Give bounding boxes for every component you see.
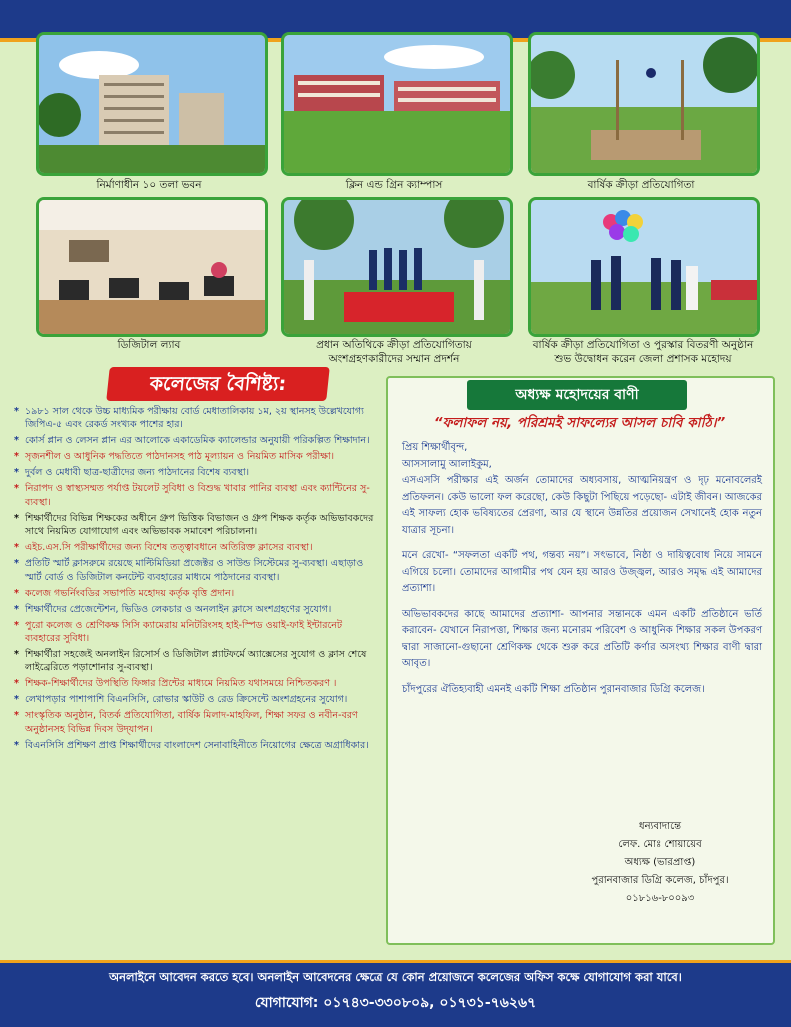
message-paragraph: অভিভাবকদের কাছে আমাদের প্রত্যাশা- আপনার সন্তানকে এমন একটি প্রতিষ্ঠানে ভর্তি করাবেন- যেখানে নিরাপত্তা, শিক্ষার জন্য মনোরম পরিবেশ ও আধুনিক শিক্ষার সকল উপকরণ দ্বারা সাজানো-গুছানো শ্রেণিকক্ষ থেকে শুরু করে প্রতিটি কর্ণার অসংখ্য শিক্ষার বাণী দ্বারা আবৃত। [402, 608, 762, 669]
message-greeting: আসসালামু আলাইকুম, [402, 458, 492, 470]
signature-block [560, 818, 760, 908]
message-paragraph: চাঁদপুরের ঐতিহ্যবাহী এমনই একটি শিক্ষা প্রতিষ্ঠান পুরানবাজার ডিগ্রি কলেজ। [402, 683, 705, 695]
footer-banner [0, 960, 791, 1027]
sign-designation: অধ্যক্ষ (ভারপ্রাপ্ত) [624, 857, 696, 868]
sign-college: পুরানবাজার ডিগ্রি কলেজ, চাঁদপুর। [591, 875, 729, 886]
feature-item: * শিক্ষার্থীরা সহজেই অনলাইন রিসোর্স ও ডিজিটাল প্ল্যাটফর্মে অ্যাক্সেসের সুযোগ ও ক্লাস শেষে লাইব্রেরিতে পড়াশোনার সু-ব্যবস্থা। [14, 648, 380, 675]
photo-building [36, 32, 268, 176]
message-paragraph: মনে রেখো- “সফলতা একটি পথ, গন্তব্য নয়”। সৎভাবে, নিষ্ঠা ও দায়িত্ববোধ নিয়ে সামনে এগিয়ে চলো। তোমাদের আগামীর পথ যেন হয় আরও উজ্জ্বল, আরও সমৃদ্ধ এই আমাদের প্রত্যাশা। [402, 550, 762, 594]
feature-item: * প্রতিটি স্মার্ট ক্লাসরুমে রয়েছে মাল্টিমিডিয়া প্রজেক্টর ও সাউন্ড সিস্টেমের সু-ব্যবস্থা। এছাড়াও স্মার্ট বোর্ড ও ডিজিটাল কনটেন্ট ব্যবহারের মাধ্যমে পাঠদানের ব্যবস্থা। [14, 557, 380, 584]
feature-item: * দুর্বল ও মেধাবী ছাত্র-ছাত্রীদের জন্য পাঠদানের বিশেষ ব্যবস্থা। [14, 466, 380, 479]
sign-thanks: ধন্যবাদান্তে [638, 821, 681, 832]
message-body [402, 440, 762, 707]
caption-prize-line1: বার্ষিক ক্রীড়া প্রতিযোগিতা ও পুরস্কার বিতরণী অনুষ্ঠান [532, 339, 754, 351]
caption-sports: বার্ষিক ক্রীড়া প্রতিযোগিতা [587, 179, 695, 191]
feature-item: * শিক্ষার্থীদের প্রেজেন্টেশন, ভিডিও লেকচার ও অনলাইন ক্লাসে অংশগ্রহণের সুযোগ। [14, 603, 380, 616]
photo-digital-lab [36, 197, 268, 337]
footer-contact: যোগাযোগ: ০১৭৪৩-৩৩০৮০৯, ০১৭৩১-৭৬২৬৭ [254, 995, 537, 1011]
sign-name: লেফ. মোঃ শোয়ায়েব [618, 839, 702, 850]
feature-item: * কলেজ গভর্নিংবডির সভাপতি মহোদয় কর্তৃক বৃত্তি প্রদান। [14, 587, 380, 600]
feature-item: * লেখাপড়ার পাশাপাশি বিএনসিসি, রোভার স্কাউট ও রেড ক্রিসেন্টে অংশগ্রহনের সুযোগ। [14, 693, 380, 706]
photo-campus [281, 32, 513, 176]
caption-building: নির্মাণাধীন ১০ তলা ভবন [96, 179, 202, 191]
feature-item: * সৃজনশীল ও আধুনিক পদ্ধতিতে পাঠদানসহ পাঠ মূল্যায়ন ও নিয়মিত মাসিক পরীক্ষা। [14, 450, 380, 463]
caption-digital-lab: ডিজিটাল ল্যাব [117, 339, 181, 351]
feature-item: * নিরাপদ ও স্বাস্থ্যসম্মত পর্যাপ্ত টয়লেট সুবিধা ও বিশুদ্ধ খাবার পানির ব্যবস্থা এবং ক্যান্টিনের সু-ব্যবস্থা। [14, 482, 380, 509]
caption-prize-line2: শুভ উদ্বোধন করেন জেলা প্রশাসক মহোদয় [554, 353, 732, 365]
caption-campus: ক্লিন এন্ড গ্রিন ক্যাম্পাস [345, 179, 443, 191]
message-paragraph: এসএসসি পরীক্ষার এই অর্জন তোমাদের অধ্যবসায়, আত্মনিয়ন্ত্রণ ও দৃঢ় মনোবলেরই প্রতিফলন। কেউ ভালো ফল করেছো, কেউ কিছুটা পিছিয়ে পড়েছো- এটাই জীবন। আজকের এই সাফল্য হোক ভবিষ্যতের প্রেরণা, আর যে স্থানে উন্নতির প্রয়োজন সেখানেই হোক নতুন যাত্রার সূচনা। [402, 475, 762, 536]
feature-item: * এইচ.এস.সি পরীক্ষার্থীদের জন্য বিশেষ তত্ত্বাবধানে অতিরিক্ত ক্লাসের ব্যবস্থা। [14, 541, 380, 554]
feature-item: * সাংস্কৃতিক অনুষ্ঠান, বিতর্ক প্রতিযোগিতা, বার্ষিক মিলাদ-মাহফিল, শিক্ষা সফর ও নবীন-বরণ অনুষ্ঠানসহ বিভিন্ন দিবস উদ্‌যাপন। [14, 709, 380, 736]
feature-item: * ১৯৮১ সাল থেকে উচ্চ মাধ্যমিক পরীক্ষায় বোর্ড মেধাতালিকায় ১ম, ২য় স্থানসহ উল্লেখযোগ্য জিপিএ-৫ এবং রেকর্ড সংখ্যক পাশের হার। [14, 405, 380, 432]
photo-prize-giving [528, 197, 760, 337]
photo-chief-guest [281, 197, 513, 337]
message-salutation: প্রিয় শিক্ষার্থীবৃন্দ, [402, 442, 468, 453]
feature-item: * শিক্ষক-শিক্ষার্থীদের উপস্থিতি ফিঙ্গার প্রিন্টের মাধ্যমে নিয়মিত যথাসময়ে নিশ্চিতকরণ । [14, 677, 380, 690]
feature-item: * বিএনসিসি প্রশিক্ষণ প্রাপ্ত শিক্ষার্থীদের বাংলাদেশ সেনাবাহিনীতে নিয়োগের ক্ষেত্রে অগ্রাধিকার। [14, 739, 380, 752]
feature-item: * পুরো কলেজ ও শ্রেণিকক্ষ সিসি ক্যামেরায় মনিটরিংসহ হাই-স্পিড ওয়াই-ফাই ইন্টারনেট ব্যবহারের সুবিধা। [14, 619, 380, 646]
caption-chief-guest-line2: অংশগ্রহণকারীদের সম্মান প্রদর্শন [328, 353, 460, 365]
caption-chief-guest-line1: প্রধান অতিথিকে ক্রীড়া প্রতিযোগিতায় [316, 339, 472, 351]
features-list [14, 405, 380, 755]
photo-sports [528, 32, 760, 176]
features-title: কলেজের বৈশিষ্ট্য: [106, 367, 330, 401]
sign-phone: ০১৮১৬-৮০০৯৩ [625, 893, 695, 904]
footer-notice: অনলাইনে আবেদন করতে হবে। অনলাইন আবেদনের ক্ষেত্রে যে কোন প্রয়োজনে কলেজের অফিস কক্ষে যোগাযোগ করা যাবে। [109, 970, 682, 984]
feature-item: * শিক্ষার্থীদের বিভিন্ন শিক্ষকের অধীনে গ্রুপ ভিত্তিক বিভাজন ও গ্রুপ শিক্ষক কর্তৃক অভিভাবকদের সাথে নিয়মিত যোগাযোগ এবং অভিভাবক সমাবেশ পরিচালনা। [14, 512, 380, 539]
message-title: অধ্যক্ষ মহোদয়ের বাণী [467, 380, 687, 410]
feature-item: * কোর্স প্লান ও লেসন প্লান এর আলোকে একাডেমিক ক্যালেন্ডার অনুযায়ী পরিকল্পিত শিক্ষাদান। [14, 434, 380, 447]
message-slogan: “ফলাফল নয়, পরিশ্রমই সাফল্যের আসল চাবি কাঠি।” [433, 415, 726, 431]
